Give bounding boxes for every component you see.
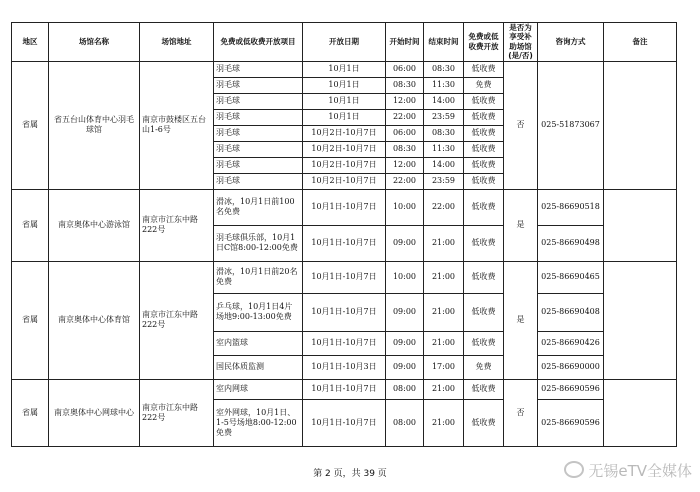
date-cell: 10月1日	[303, 109, 386, 125]
contact-cell: 025-86690596	[538, 399, 604, 446]
end-cell: 21:00	[424, 379, 464, 399]
item-cell: 羽毛球	[214, 173, 303, 189]
fee-cell: 低收费	[464, 61, 504, 77]
date-cell: 10月1日-10月3日	[303, 355, 386, 379]
date-cell: 10月1日-10月7日	[303, 379, 386, 399]
start-cell: 06:00	[386, 125, 424, 141]
region-cell: 省属	[12, 61, 49, 189]
start-cell: 22:00	[386, 173, 424, 189]
header-cell: 免费或低收费开放项目	[214, 23, 303, 62]
watermark-text: 无锡eTV全媒体	[588, 462, 692, 480]
page-footer: 第 2 页，共 39 页	[313, 469, 387, 479]
subsidy-cell: 否	[504, 379, 538, 446]
date-cell: 10月1日-10月7日	[303, 293, 386, 331]
item-cell: 羽毛球	[214, 93, 303, 109]
contact-cell: 025-86690596	[538, 379, 604, 399]
header-cell: 免费或低收费开放	[464, 23, 504, 62]
item-cell: 羽毛球	[214, 141, 303, 157]
contact-cell: 025-86690465	[538, 261, 604, 293]
end-cell: 11:30	[424, 141, 464, 157]
end-cell: 22:00	[424, 189, 464, 225]
date-cell: 10月2日-10月7日	[303, 141, 386, 157]
fee-cell: 低收费	[464, 109, 504, 125]
start-cell: 06:00	[386, 61, 424, 77]
venue-name-cell: 南京奥体中心体育馆	[49, 261, 140, 379]
header-cell: 开放日期	[303, 23, 386, 62]
end-cell: 11:30	[424, 77, 464, 93]
start-cell: 12:00	[386, 157, 424, 173]
end-cell: 21:00	[424, 261, 464, 293]
contact-cell: 025-86690518	[538, 189, 604, 225]
end-cell: 08:30	[424, 61, 464, 77]
venue-address-cell: 南京市江东中路222号	[140, 379, 214, 446]
fee-cell: 低收费	[464, 93, 504, 109]
start-cell: 12:00	[386, 93, 424, 109]
end-cell: 17:00	[424, 355, 464, 379]
fee-cell: 低收费	[464, 293, 504, 331]
fee-cell: 低收费	[464, 173, 504, 189]
date-cell: 10月1日-10月7日	[303, 261, 386, 293]
header-cell: 场馆名称	[49, 23, 140, 62]
end-cell: 14:00	[424, 157, 464, 173]
header-cell: 是否为享受补助场馆(是/否)	[504, 23, 538, 62]
item-cell: 室内网球	[214, 379, 303, 399]
item-cell: 羽毛球	[214, 157, 303, 173]
date-cell: 10月2日-10月7日	[303, 173, 386, 189]
header-cell: 结束时间	[424, 23, 464, 62]
start-cell: 22:00	[386, 109, 424, 125]
date-cell: 10月1日	[303, 61, 386, 77]
fee-cell: 低收费	[464, 399, 504, 446]
item-cell: 羽毛球	[214, 61, 303, 77]
subsidy-cell: 是	[504, 189, 538, 261]
end-cell: 23:59	[424, 109, 464, 125]
start-cell: 09:00	[386, 293, 424, 331]
venue-address-cell: 南京市鼓楼区五台山1-6号	[140, 61, 214, 189]
end-cell: 21:00	[424, 331, 464, 355]
contact-cell: 025-86690498	[538, 225, 604, 261]
fee-cell: 低收费	[464, 157, 504, 173]
weibo-icon	[564, 461, 584, 478]
start-cell: 08:30	[386, 141, 424, 157]
item-cell: 国民体质监测	[214, 355, 303, 379]
item-cell: 滑冰，10月1日前100名免费	[214, 189, 303, 225]
start-cell: 08:30	[386, 77, 424, 93]
end-cell: 21:00	[424, 225, 464, 261]
fee-cell: 低收费	[464, 379, 504, 399]
table-row	[12, 261, 677, 293]
start-cell: 08:00	[386, 379, 424, 399]
fee-cell: 低收费	[464, 225, 504, 261]
item-cell: 滑冰，10月1日前20名免费	[214, 261, 303, 293]
subsidy-cell: 否	[504, 61, 538, 189]
region-cell: 省属	[12, 189, 49, 261]
date-cell: 10月2日-10月7日	[303, 125, 386, 141]
contact-cell: 025-86690000	[538, 355, 604, 379]
venue-name-cell: 南京奥体中心游泳馆	[49, 189, 140, 261]
venue-address-cell: 南京市江东中路222号	[140, 189, 214, 261]
end-cell: 08:30	[424, 125, 464, 141]
fee-cell: 低收费	[464, 189, 504, 225]
item-cell: 乒乓球，10月1日4片场地9:00-13:00免费	[214, 293, 303, 331]
region-cell: 省属	[12, 379, 49, 446]
table-row	[12, 379, 677, 399]
item-cell: 室外网球，10月1日、1-5号场地8:00-12:00免费	[214, 399, 303, 446]
header-cell: 咨询方式	[538, 23, 604, 62]
date-cell: 10月1日-10月7日	[303, 399, 386, 446]
start-cell: 09:00	[386, 331, 424, 355]
date-cell: 10月1日	[303, 93, 386, 109]
end-cell: 21:00	[424, 399, 464, 446]
date-cell: 10月2日-10月7日	[303, 157, 386, 173]
contact-cell: 025-86690426	[538, 331, 604, 355]
end-cell: 23:59	[424, 173, 464, 189]
date-cell: 10月1日-10月7日	[303, 331, 386, 355]
remark-cell	[604, 61, 677, 189]
remark-cell	[604, 261, 677, 379]
item-cell: 羽毛球	[214, 125, 303, 141]
contact-cell: 025-51873067	[538, 61, 604, 189]
start-cell: 10:00	[386, 189, 424, 225]
remark-cell	[604, 189, 677, 261]
header-cell: 地区	[12, 23, 49, 62]
item-cell: 羽毛球	[214, 77, 303, 93]
venue-name-cell: 省五台山体育中心羽毛球馆	[49, 61, 140, 189]
fee-cell: 低收费	[464, 331, 504, 355]
start-cell: 08:00	[386, 399, 424, 446]
start-cell: 10:00	[386, 261, 424, 293]
date-cell: 10月1日-10月7日	[303, 225, 386, 261]
remark-cell	[604, 379, 677, 446]
end-cell: 14:00	[424, 93, 464, 109]
end-cell: 21:00	[424, 293, 464, 331]
venue-name-cell: 南京奥体中心网球中心	[49, 379, 140, 446]
header-row	[12, 23, 677, 62]
start-cell: 09:00	[386, 225, 424, 261]
fee-cell: 免费	[464, 355, 504, 379]
table-row	[12, 61, 677, 77]
fee-cell: 免费	[464, 77, 504, 93]
item-cell: 室内篮球	[214, 331, 303, 355]
table-row	[12, 189, 677, 225]
contact-cell: 025-86690408	[538, 293, 604, 331]
header-cell: 开始时间	[386, 23, 424, 62]
region-cell: 省属	[12, 261, 49, 379]
fee-cell: 低收费	[464, 125, 504, 141]
item-cell: 羽毛球俱乐部，10月1日C馆8:00-12:00免费	[214, 225, 303, 261]
date-cell: 10月1日	[303, 77, 386, 93]
date-cell: 10月1日-10月7日	[303, 189, 386, 225]
fee-cell: 低收费	[464, 141, 504, 157]
item-cell: 羽毛球	[214, 109, 303, 125]
watermark	[564, 460, 692, 481]
venue-address-cell: 南京市江东中路222号	[140, 261, 214, 379]
header-cell: 备注	[604, 23, 677, 62]
subsidy-cell: 是	[504, 261, 538, 379]
fee-cell: 低收费	[464, 261, 504, 293]
start-cell: 09:00	[386, 355, 424, 379]
header-cell: 场馆地址	[140, 23, 214, 62]
venue-table	[11, 22, 677, 447]
